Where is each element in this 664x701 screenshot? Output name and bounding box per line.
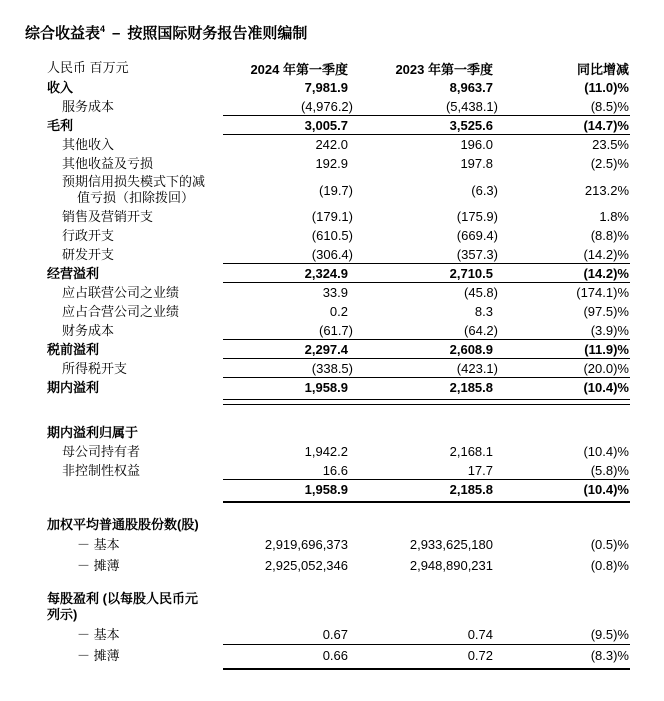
value-2023: (423.1) [456,361,498,376]
value-yoy: (20.0)% [583,361,629,376]
col-header-2024: 2024 年第一季度 [250,61,348,77]
value-2024: 2,919,696,373 [264,537,348,552]
value-yoy: (0.8)% [590,558,629,573]
value-2024: (338.5) [311,361,353,376]
page-title [25,22,307,43]
rule-thick [223,668,630,670]
row-label: － 摊薄 [77,647,120,663]
value-2023: 2,168.1 [449,444,493,459]
value-yoy: (0.5)% [590,537,629,552]
row-label: 每股盈利 (以每股人民币元 列示) [47,591,198,622]
value-yoy: (5.8)% [590,463,629,478]
value-yoy: 23.5% [592,137,629,152]
title-main: 综合收益表 [25,25,101,42]
value-2023: 3,525.6 [449,118,493,133]
table-row [0,173,664,207]
value-2024: (610.5) [311,228,353,243]
value-yoy: (11.0)% [584,80,629,95]
value-2023: 17.7 [467,463,493,478]
value-2024: 192.9 [315,156,348,171]
table-row [0,590,664,624]
table-row [0,226,664,245]
value-yoy: (3.9)% [590,323,629,338]
value-yoy: (8.5)% [590,99,629,114]
value-yoy: (14.7)% [583,118,629,133]
row-label: 收入 [47,79,74,95]
value-2024: (179.1) [311,209,353,224]
row-label: 行政开支 [62,227,115,243]
table-row [0,207,664,226]
table-row [0,116,664,135]
title-footnote-ref: 4 [100,24,106,34]
value-2023: 8,963.7 [449,80,493,95]
table-row [0,359,664,378]
value-2023: 2,933,625,180 [409,537,493,552]
income-statement-table [0,58,664,666]
value-2024: 3,005.7 [304,118,348,133]
table-row [0,515,664,534]
value-yoy: (14.2)% [583,247,629,262]
table-row [0,283,664,302]
value-yoy: (2.5)% [590,156,629,171]
value-2024: 1,958.9 [304,482,348,497]
value-2024: 0.66 [322,648,348,663]
table-row [0,555,664,576]
table-header-row [0,58,664,78]
value-2024: 2,324.9 [304,266,348,281]
table-row [0,97,664,116]
value-yoy: (174.1)% [576,285,629,300]
row-label: 财务成本 [62,322,115,338]
value-2023: 2,185.8 [449,482,493,497]
value-yoy: (9.5)% [590,627,629,642]
row-label: － 基本 [77,626,120,642]
row-label: 预期信用损失模式下的减 值亏损（扣除拨回） [62,174,206,205]
row-label: － 基本 [77,536,120,552]
table-row [0,534,664,555]
table-row [0,78,664,97]
unit-label: 人民币 百万元 [47,60,129,75]
row-label: 服务成本 [62,98,115,114]
value-2023: 0.74 [467,627,493,642]
title-dash: – [112,25,121,42]
value-2023: (669.4) [456,228,498,243]
value-2023: (5,438.1) [445,99,498,114]
col-header-2023: 2023 年第一季度 [395,61,493,77]
value-yoy: 213.2% [584,182,629,198]
value-2024: (19.7) [319,182,353,198]
rule-thick [223,501,630,503]
value-2023: 197.8 [460,156,493,171]
table-row [0,245,664,264]
value-2023: (175.9) [456,209,498,224]
table-row [0,302,664,321]
table-row [0,340,664,359]
rule-double [223,399,630,405]
row-label: 其他收益及亏损 [62,155,154,171]
row-label: 应占合营公司之业绩 [62,303,180,319]
value-2024: (61.7) [319,323,353,338]
value-yoy: (8.8)% [590,228,629,243]
value-2023: 2,185.8 [449,380,493,395]
value-2024: 2,297.4 [304,342,348,357]
row-label: 其他收入 [62,136,115,152]
value-yoy: (8.3)% [590,648,629,663]
value-yoy: (97.5)% [583,304,629,319]
table-row [0,461,664,480]
value-2024: 7,981.9 [304,80,348,95]
row-label: 销售及营销开支 [62,208,154,224]
table-row [0,624,664,645]
table-body [0,78,664,666]
value-2023: 0.72 [467,648,493,663]
value-2024: 0.67 [322,627,348,642]
row-label: 期内溢利 [47,379,100,395]
value-2023: (6.3) [471,182,498,198]
row-label: 加权平均普通股股份数(股) [47,516,199,532]
table-row [0,645,664,666]
row-label: 期内溢利归属于 [47,424,139,440]
table-row [0,442,664,461]
value-2023: 8.3 [474,304,493,319]
value-2024: 0.2 [329,304,348,319]
table-row [0,154,664,173]
value-yoy: (14.2)% [583,266,629,281]
value-yoy: (10.4)% [583,380,629,395]
value-yoy: (10.4)% [583,444,629,459]
value-yoy: (10.4)% [583,482,629,497]
value-2024: 1,958.9 [304,380,348,395]
row-label: 母公司持有者 [62,443,141,459]
table-row [0,480,664,499]
table-row [0,135,664,154]
col-header-yoy: 同比增减 [576,61,629,77]
table-row [0,321,664,340]
value-2024: 16.6 [322,463,348,478]
value-2023: 2,608.9 [449,342,493,357]
row-label: 经营溢利 [47,265,100,281]
row-label: 研发开支 [62,246,115,262]
row-label: 非控制性权益 [62,462,141,478]
title-rest: 按照国际财务报告准则编制 [127,25,308,42]
table-row [0,423,664,442]
value-2023: (45.8) [464,285,498,300]
table-row [0,378,664,397]
value-yoy: (11.9)% [584,342,629,357]
value-2024: 2,925,052,346 [264,558,348,573]
table-row [0,264,664,283]
value-2024: 33.9 [322,285,348,300]
value-2023: (64.2) [464,323,498,338]
value-2023: 196.0 [460,137,493,152]
value-2024: (306.4) [311,247,353,262]
row-label: 应占联营公司之业绩 [62,284,180,300]
value-yoy: 1.8% [599,209,629,224]
row-label: 所得税开支 [62,360,128,376]
value-2023: (357.3) [456,247,498,262]
value-2023: 2,710.5 [449,266,493,281]
value-2024: 1,942.2 [304,444,348,459]
value-2023: 2,948,890,231 [409,558,493,573]
value-2024: (4,976.2) [300,99,353,114]
value-2024: 242.0 [315,137,348,152]
row-label: 毛利 [47,117,74,133]
row-label: － 摊薄 [77,557,120,573]
row-label: 税前溢利 [47,341,100,357]
